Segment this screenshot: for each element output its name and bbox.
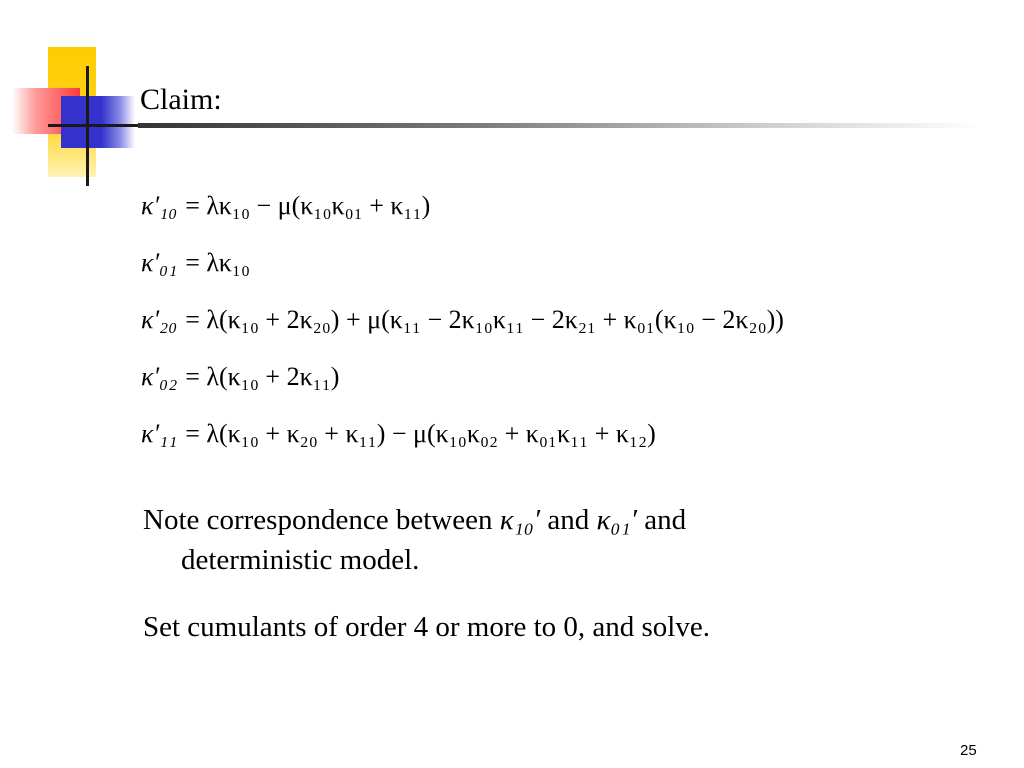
slide-decoration-logo bbox=[0, 0, 140, 190]
equation-lhs: κ′₁₁ bbox=[141, 419, 178, 448]
page-number: 25 bbox=[960, 742, 977, 759]
equation-rhs: = λκ₁₀ − μ(κ₁₀κ₀₁ + κ₁₁) bbox=[185, 191, 431, 220]
note-text: Note correspondence between bbox=[143, 504, 493, 536]
title-underline-rule bbox=[138, 123, 980, 128]
equation-lhs: κ′₁₀ bbox=[141, 191, 178, 220]
kappa01-prime-symbol: κ₀₁′ bbox=[596, 504, 637, 536]
equation-row bbox=[141, 300, 784, 357]
equation-lhs: κ′₀₂ bbox=[141, 362, 178, 391]
equation-rhs: = λκ₁₀ bbox=[185, 248, 251, 277]
slide-title: Claim: bbox=[140, 83, 222, 116]
equation-row bbox=[141, 243, 784, 300]
and-text: and bbox=[644, 504, 687, 536]
note-set-cumulants: Set cumulants of order 4 or more to 0, and solve. bbox=[143, 611, 710, 643]
kappa10-prime-symbol: κ₁₀′ bbox=[499, 504, 541, 536]
equation-row bbox=[141, 186, 784, 243]
equation-lhs: κ′₂₀ bbox=[141, 305, 178, 334]
equation-row bbox=[141, 414, 784, 471]
equation-lhs: κ′₀₁ bbox=[141, 248, 178, 277]
equation-row bbox=[141, 357, 784, 414]
equation-rhs: = λ(κ₁₀ + κ₂₀ + κ₁₁) − μ(κ₁₀κ₀₂ + κ₀₁κ₁₁ + κ₁₂) bbox=[185, 419, 656, 448]
note-correspondence bbox=[143, 500, 943, 580]
note-continuation: deterministic model. bbox=[181, 544, 420, 576]
equation-rhs: = λ(κ₁₀ + 2κ₁₁) bbox=[185, 362, 340, 391]
equation-rhs: = λ(κ₁₀ + 2κ₂₀) + μ(κ₁₁ − 2κ₁₀κ₁₁ − 2κ₂₁ + κ₀₁(κ₁₀ − 2κ₂₀)) bbox=[185, 305, 784, 334]
blue-square bbox=[61, 96, 135, 148]
equation-block bbox=[141, 186, 784, 471]
horizontal-crossline bbox=[48, 124, 140, 127]
and-text: and bbox=[547, 504, 590, 536]
